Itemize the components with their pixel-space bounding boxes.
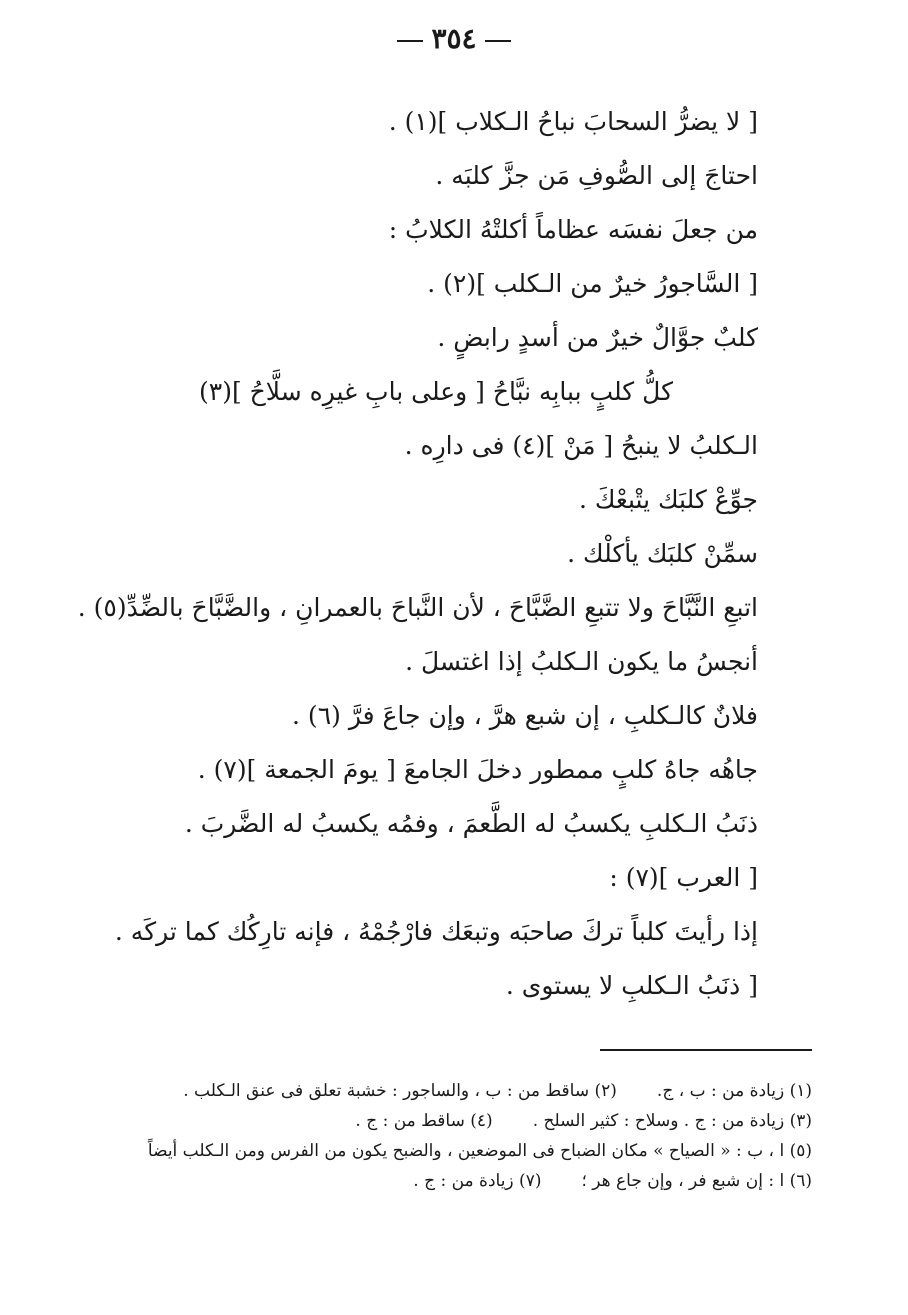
footnote-line <box>92 1106 812 1136</box>
proverb-line: سمِّنْ كلبَك يأكلْك . <box>567 539 758 568</box>
footnote-entry: (٣) زيادة من : ج . وسلاح : كثير السلح . <box>532 1111 812 1131</box>
footnote-line <box>92 1166 812 1196</box>
proverb-line: [ السَّاجورُ خيرٌ من الـكلب ](٢) . <box>427 269 758 298</box>
footnotes <box>92 1076 812 1196</box>
proverb-line: احتاجَ إلى الصُّوفِ مَن جزَّ كلبَه . <box>435 161 758 190</box>
proverb-line: الـكلبُ لا ينبحُ [ مَنْ ](٤) فى دارِه . <box>404 431 758 460</box>
footnote-entry: (٧) زيادة من : ج . <box>413 1171 542 1191</box>
proverb-line: اتبعِ النَّبَّاحَ ولا تتبعِ الضَّبَّاحَ ، لأن النَّباحَ بالعمرانِ ، والضَّبَّاحَ بالضِّدِّ(٥) . <box>77 593 758 622</box>
proverb-line: [ لا يضرُّ السحابَ نباحُ الـكلاب ](١) . <box>388 107 758 136</box>
footnote-entry: (٥) ا ، ب : « الصياح » مكان الضباح فى الموضعين ، والضبح يكون من الفرس ومن الـكلب أيضاً <box>147 1141 812 1161</box>
page-number <box>0 22 908 55</box>
proverb-verse-line: كلُّ كلبٍ ببابِه نبَّاحُ [ وعلى بابِ غيرِه سلَّاحُ ](٣) <box>198 377 673 406</box>
page-number-value: ٣٥٤ <box>431 22 477 55</box>
proverb-line: أنجسُ ما يكون الـكلبُ إذا اغتسلَ . <box>405 647 758 676</box>
proverb-line: إذا رأيتَ كلباً تركَ صاحبَه وتبعَك فارْجُمْهُ ، فإنه تارِكُك كما تركَه . <box>114 917 758 946</box>
footnote-line <box>92 1076 812 1106</box>
proverb-line: من جعلَ نفسَه عظاماً أكلتْهُ الكلابُ : <box>388 215 758 244</box>
section-heading-line: [ العرب ](٧) : <box>609 863 758 892</box>
footnote-line <box>92 1136 812 1166</box>
footnote-entry: (٢) ساقط من : ب ، والساجور : خشبة تعلق فى عنق الـكلب . <box>183 1081 617 1101</box>
footnote-divider <box>600 1049 812 1051</box>
footnote-entry: (٦) ا : إن شبع فر ، وإن جاع هر ؛ <box>581 1171 812 1191</box>
proverb-line: فلانٌ كالـكلبِ ، إن شبع هرَّ ، وإن جاعَ فرَّ (٦) . <box>292 701 758 730</box>
proverbs-list <box>77 95 758 1013</box>
proverb-line: جوِّعْ كلبَك يتْبعْكَ . <box>578 485 758 514</box>
proverb-line: جاهُه جاهُ كلبٍ ممطور دخلَ الجامعَ [ يومَ الجمعة ](٧) . <box>197 755 758 784</box>
page-number-dash-left <box>397 40 423 42</box>
proverb-line: ذنَبُ الـكلبِ يكسبُ له الطَّعمَ ، وفمُه يكسبُ له الضَّربَ . <box>184 809 758 838</box>
proverb-line: كلبٌ جوَّالٌ خيرٌ من أسدٍ رابضٍ . <box>437 323 758 352</box>
page-number-dash-right <box>485 40 511 42</box>
footnote-entry: (٤) ساقط من : ج . <box>355 1111 493 1131</box>
footnote-entry: (١) زيادة من : ب ، ج. <box>656 1081 812 1101</box>
proverb-line: [ ذنَبُ الـكلبِ لا يستوى . <box>505 971 758 1000</box>
